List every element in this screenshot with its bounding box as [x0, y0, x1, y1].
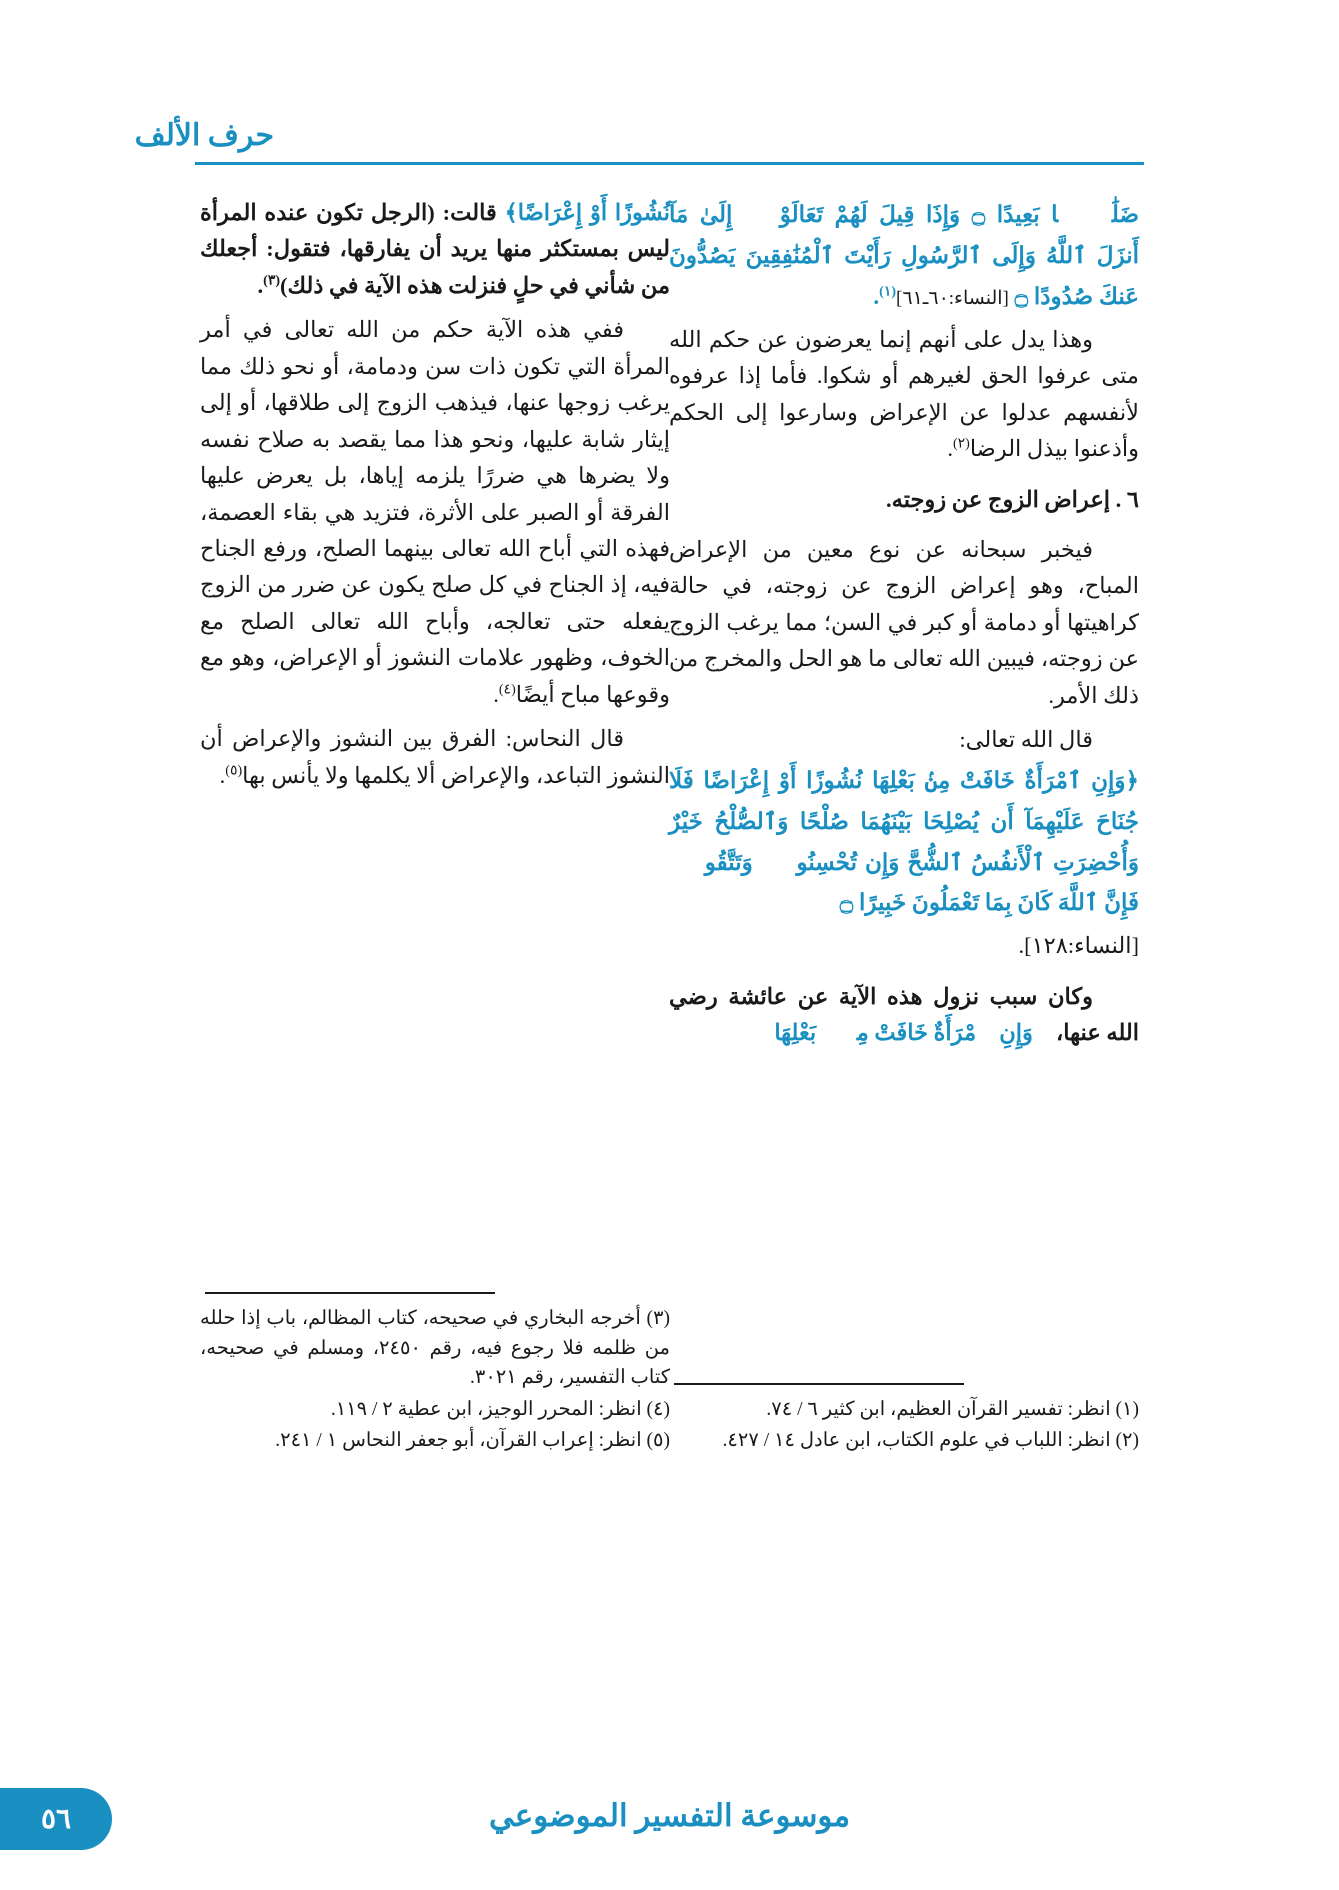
page-title: حرف الألف	[134, 119, 274, 152]
footnote-item: (١) انظر: تفسير القرآن العظيم، ابن كثير ٦ / ٧٤.	[766, 1398, 1139, 1420]
paragraph-text: ففي هذه الآية حكم من الله تعالى في أمر المرأة التي تكون ذات سن ودمامة، أو نحو ذلك مما يرغب زوجها عنها، فيذهب الزوج إلى طلاقها، أو إلى إيثار شابة عليها، ونحو هذا مما يقصد به صلاح نفسه ولا يضرها هي ضررًا يلزمه إياها، بل يعرض عليها الفرقة أو الصبر على الأثرة، فتزيد هي بقاء العصمة، فهذه التي أباح الله تعالى بينهما الصلح، ورفع الجناح فيه، إذ الجناح في كل صلح يكون عن ضرر من الزوج يفعله حتى تعالجه، وأباح الله تعالى الصلح مع الخوف، وظهور علامات النشوز أو الإعراض، وهو مع وقوعها مباح أيضًا	[200, 317, 670, 707]
page-number-badge: ٥٦	[0, 1788, 112, 1850]
paragraph-alnahhas: قال النحاس: الفرق بين النشوز والإعراض أن النشوز التباعد، والإعراض ألا يكلمها ولا يأنس بها$^{(٥)}$.	[200, 726, 670, 788]
left-column-footnotes	[200, 1292, 670, 1458]
footnote-divider	[205, 1292, 495, 1294]
paragraph-tafsir-long: ففي هذه الآية حكم من الله تعالى في أمر المرأة التي تكون ذات سن ودمامة، أو نحو ذلك مما يرغب زوجها عنها، فيذهب الزوج إلى طلاقها، أو إلى إيثار شابة عليها، ونحو هذا مما يقصد به صلاح نفسه ولا يضرها هي ضررًا يلزمه إياها، بل يعرض عليها الفرقة أو الصبر على الأثرة، فتزيد هي بقاء العصمة، فهذه التي أباح الله تعالى بينهما الصلح، ورفع الجناح فيه، إذ الجناح في كل صلح يكون عن ضرر من الزوج يفعله حتى تعالجه، وأباح الله تعالى الصلح مع الخوف، وظهور علامات النشوز أو الإعراض، وهو مع وقوعها مباح أيضًا$^{(٤)}$.	[200, 317, 670, 707]
footnote-item: (٤) انظر: المحرر الوجيز، ابن عطية ٢ / ١١٩.	[330, 1398, 670, 1420]
paragraph-sabab-nuzul	[669, 979, 1139, 1052]
page-header	[134, 118, 1144, 174]
footnote-marker-2: (٢)	[952, 436, 970, 452]
footnote-marker-4: (٤)	[498, 682, 516, 698]
paragraph-text: وهذا يدل على أنهم إنما يعرضون عن حكم الله متى عرفوا الحق لغيرهم أو شكوا. فأما إذا عرفوه لأنفسهم عدلوا عن الإعراض وسارعوا إلى الحكم وأذعنوا بيذل الرضا	[669, 326, 1139, 462]
quran-inline-fragment-2: نُشُوزًا أَوْ إِعْرَاضًا﴾	[504, 200, 671, 225]
header-divider	[195, 162, 1144, 165]
footnote-marker-1: (١)	[879, 284, 897, 300]
quran-verse-nisa-128: ﴿وَإِنِ ٱمْرَأَةٌ خَافَتْ مِنۢ بَعْلِهَا نُشُوزًا أَوْ إِعْرَاضًا فَلَا جُنَاحَ عَلَيْهِمَآ أَن يُصْلِحَا بَيْنَهُمَا صُلْحًا وَٱلصُّلْحُ خَيْرٌ وَأُحْضِرَتِ ٱلْأَنفُسُ ٱلشُّحَّ وَإِن تُحْسِنُوا۟ وَتَتَّقُوا۟ فَإِنَّ ٱللَّهَ كَانَ بِمَا تَعْمَلُونَ خَبِيرًا ۝	[669, 767, 1139, 916]
footnote-item: (٣) أخرجه البخاري في صحيحه، كتاب المظالم، باب إذا حلله من ظلمه فلا رجوع فيه، رقم ٢٤٥٠، ومسلم في صحيحه، كتاب التفسير، رقم ٣٠٢١.	[200, 1307, 670, 1389]
right-text-column	[669, 195, 1139, 1052]
footnote-marker-5: (٥)	[225, 763, 243, 779]
paragraph-explanation-1: وهذا يدل على أنهم إنما يعرضون عن حكم الله متى عرفوا الحق لغيرهم أو شكوا. فأما إذا عرفوه لأنفسهم عدلوا عن الإعراض وسارعوا إلى الحكم وأذعنوا بيذل الرضا$^{(٢)}$.	[669, 326, 1139, 462]
footnote-marker-3: (٣)	[263, 273, 281, 289]
quran-verse-nisa-60-61: ضَلَٰلَۢا بَعِيدًا ۝ وَإِذَا قِيلَ لَهُمْ تَعَالَوْا۟ إِلَىٰ مَآ أَنزَلَ ٱللَّهُ وَإِلَى ٱلرَّسُولِ رَأَيْتَ ٱلْمُنَٰفِقِينَ يَصُدُّونَ عَنكَ صُدُودًا ۝ [النساء:٦٠ـ٦١]$^{(١)}$.	[669, 202, 1139, 309]
footnote-item: (٥) انظر: إعراب القرآن، أبو جعفر النحاس ١ / ٢٤١.	[275, 1430, 670, 1452]
paragraph-text: قالت: (الرجل تكون عنده المرأة ليس بمستكثر منها يريد أن يفارقها، فتقول: أجعلك من شأني في حلٍ فنزلت هذه الآية في ذلك)	[200, 200, 670, 298]
section-heading-6: ٦ . إعراض الزوج عن زوجته.	[886, 486, 1139, 512]
paragraph-text: وكان سبب نزول هذه الآية عن عائشة رضي الله عنها،	[669, 983, 1139, 1046]
paragraph-explanation-2: فيخبر سبحانه عن نوع معين من الإعراض المباح، وهو إعراض الزوج عن زوجته، في حالة كراهيتها أو دمامة أو كبر في السن؛ مما يرغب الزوج عن زوجته، فيبين الله تعالى ما هو الحل والمخرج من ذلك الأمر.	[669, 537, 1139, 708]
verse-reference-128: [النساء:١٢٨].	[1018, 933, 1139, 959]
paragraph-hadith-aisha: نُشُوزًا أَوْ إِعْرَاضًا﴾ قالت: (الرجل تكون عنده المرأة ليس بمستكثر منها يريد أن يفارقها، فتقول: أجعلك من شأني في حلٍ فنزلت هذه الآية في ذلك)$^{(٣)}$.	[200, 200, 671, 298]
quran-lead-in: قال الله تعالى:	[959, 727, 1093, 753]
paragraph-text: قال النحاس: الفرق بين النشوز والإعراض أن النشوز التباعد، والإعراض ألا يكلمها ولا يأنس بها	[200, 726, 670, 788]
verse-reference: [النساء:٦٠ـ٦١]	[896, 287, 1009, 309]
footnote-item: (٢) انظر: اللباب في علوم الكتاب، ابن عادل ١٤ / ٤٢٧.	[722, 1430, 1139, 1452]
quran-inline-fragment: ﴿وَإِنِ ٱمْرَأَةٌ خَافَتْ مِنۢ بَعْلِهَا	[774, 1020, 1051, 1046]
quran-text: ضَلَٰلَۢا بَعِيدًا ۝ وَإِذَا قِيلَ لَهُمْ تَعَالَوْا۟ إِلَىٰ مَآ أَنزَلَ ٱللَّهُ وَإِلَى ٱلرَّسُولِ رَأَيْتَ ٱلْمُنَٰفِقِينَ يَصُدُّونَ عَنكَ صُدُودًا ۝	[669, 202, 1139, 309]
publication-logo: موسوعة التفسير الموضوعي	[488, 1798, 851, 1833]
footnote-divider	[674, 1383, 964, 1385]
right-column-footnotes	[669, 1383, 1139, 1458]
left-text-column	[200, 195, 670, 802]
